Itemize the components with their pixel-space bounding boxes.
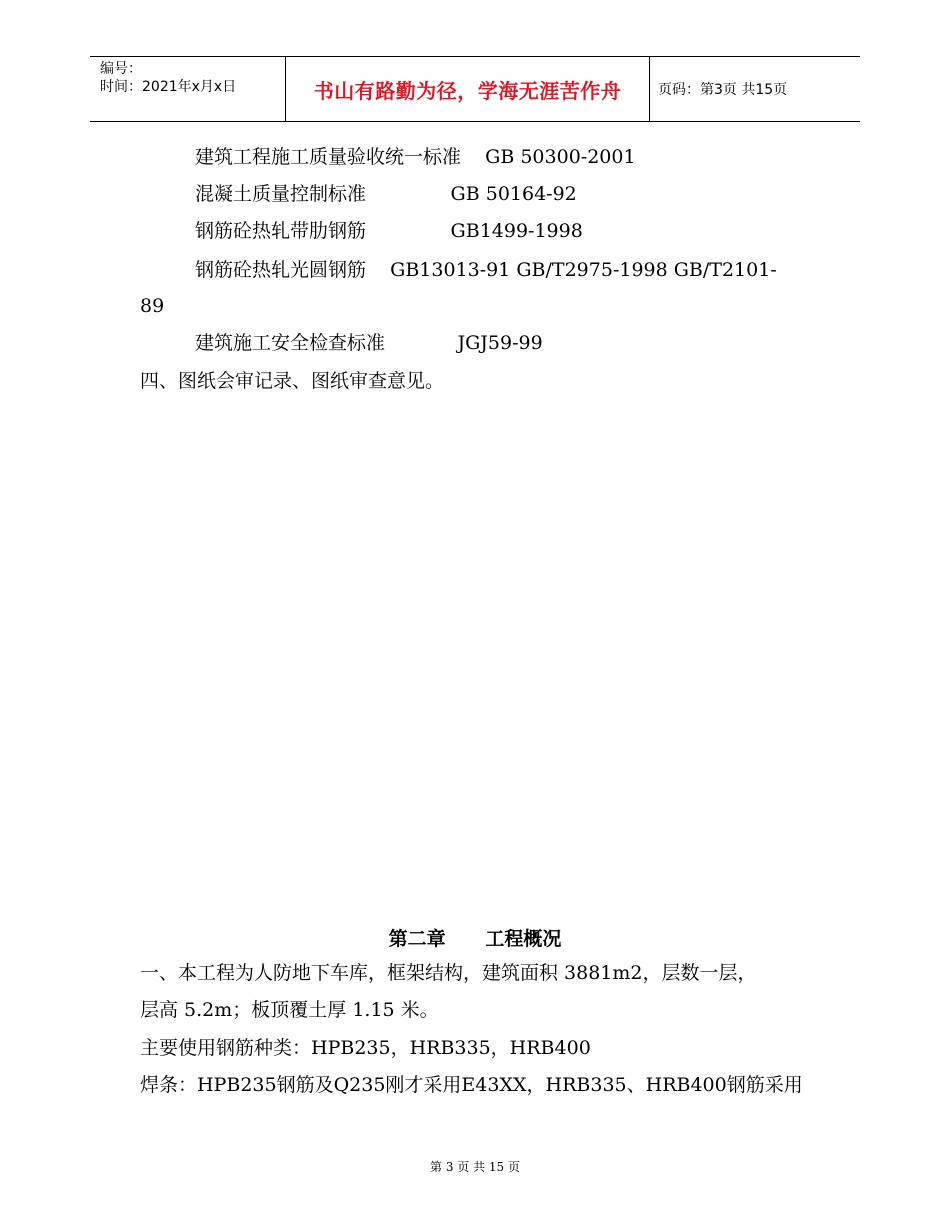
- header-motto: 书山有路勤为径，学海无涯苦作舟: [286, 57, 650, 121]
- paragraph-line: 一、本工程为人防地下车库，框架结构，建筑面积 3881m2，层数一层，: [140, 962, 757, 984]
- standard-line: 建筑工程施工质量验收统一标准 GB 50300-2001: [195, 146, 636, 168]
- standard-line: 钢筋砼热轧光圆钢筋 GB13013-91 GB/T2975-1998 GB/T2101-: [195, 259, 777, 281]
- standard-line-continuation: 89: [140, 295, 165, 317]
- paragraph-line: 主要使用钢筋种类：HPB235，HRB335，HRB400: [140, 1037, 591, 1059]
- standard-line: 混凝土质量控制标准 GB 50164-92: [195, 183, 577, 205]
- page-footer: 第 3 页 共 15 页: [430, 1160, 520, 1174]
- time-label: 时间：2021年x月x日: [100, 79, 237, 95]
- standard-line: 钢筋砼热轧带肋钢筋 GB1499-1998: [195, 220, 583, 242]
- header-meta: [90, 57, 286, 121]
- section-heading: 四、图纸会审记录、图纸审查意见。: [140, 370, 445, 392]
- standard-line: 建筑施工安全检查标准 JGJ59-99: [195, 332, 543, 354]
- paragraph-line: 层高 5.2m；板顶覆土厚 1.15 米。: [140, 999, 439, 1021]
- number-label: 编号：: [100, 61, 142, 77]
- chapter-title: 第二章 工程概况: [388, 928, 562, 950]
- page-header: [90, 56, 860, 122]
- paragraph-line: 焊条：HPB235钢筋及Q235刚才采用E43XX，HRB335、HRB400钢筋采用: [140, 1074, 803, 1096]
- header-page-info: 页码：第3页 共15页: [658, 82, 788, 98]
